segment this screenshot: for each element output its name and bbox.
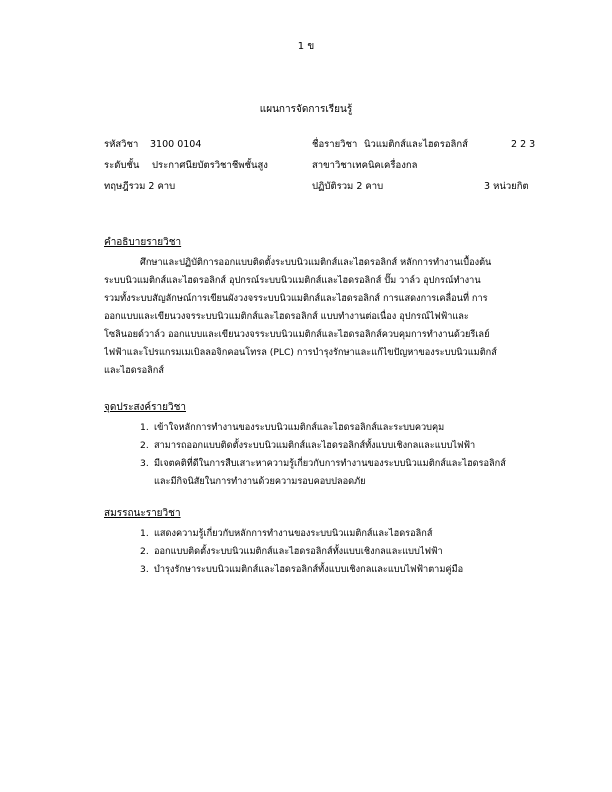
list-text: สามารถออกแบบติดตั้งระบบนิวแมติกส์และไฮดรอลิกส์ทั้งแบบเชิงกลและแบบไฟฟ้า [154,440,476,451]
list-number: 1. [140,422,149,433]
page-title: แผนการจัดการเรียนรู้ [259,104,353,115]
list-text: เข้าใจหลักการทำงานของระบบนิวแมติกส์และไฮดรอลิกส์และระบบควบคุม [154,422,445,433]
course-name-label: ชื่อรายวิชา [312,139,358,150]
list-number: 2. [140,546,149,557]
list-number: 3. [140,458,149,469]
objectives-list [140,419,540,491]
objectives-heading: จุดประสงค์รายวิชา [104,402,186,413]
list-item [140,543,540,561]
list-item [140,525,540,543]
description-line: ออกแบบและเขียนวงจรระบบนิวแมติกส์และไฮดรอลิกส์ แบบทำงานต่อเนื่อง อุปกรณ์ไฟฟ้าและ [104,311,469,322]
description-heading: คำอธิบายรายวิชา [104,237,182,248]
list-text: มีเจตคติที่ดีในการสืบเสาะหาความรู้เกี่ยวกับการทำงานของระบบนิวแมติกส์และไฮดรอลิกส์ [154,458,506,469]
list-text: บำรุงรักษาระบบนิวแมติกส์และไฮดรอลิกส์ทั้งแบบเชิงกลและแบบไฟฟ้าตามคู่มือ [154,564,464,575]
description-line: โซลินอยด์วาล์ว ออกแบบและเขียนวงจรระบบนิวแมติกส์และไฮดรอลิกส์ควบคุมการทำงานด้วยรีเลย์ [104,329,490,340]
theory-hours: ทฤษฎีรวม 2 คาบ [104,181,176,192]
description-line: รวมทั้งระบบสัญลักษณ์การเขียนผังวงจรระบบนิวแมติกส์และไฮดรอลิกส์ การแสดงการเคลื่อนที่ การ [104,293,488,304]
list-item [140,437,540,455]
practice-hours: ปฏิบัติรวม 2 คาบ [312,181,384,192]
description-body [104,254,540,380]
competencies-heading: สมรรถนะรายวิชา [104,508,181,519]
list-item [140,455,540,491]
course-credits: 2 2 3 [511,139,536,150]
department: สาขาวิชาเทคนิคเครื่องกล [312,160,418,171]
level-value: ประกาศนียบัตรวิชาชีพชั้นสูง [152,160,268,171]
list-number: 3. [140,564,149,575]
course-code: 3100 0104 [150,139,202,150]
list-text: แสดงความรู้เกี่ยวกับหลักการทำงานของระบบนิวแมติกส์และไฮดรอลิกส์ [154,528,433,539]
list-text-continuation: และมีกิจนิสัยในการทำงานด้วยความรอบคอบปลอดภัย [154,476,366,487]
list-number: 2. [140,440,149,451]
list-item [140,561,540,579]
description-line: ศึกษาและปฏิบัติการออกแบบติดตั้งระบบนิวแมติกส์และไฮดรอลิกส์ หลักการทำงานเบื้องต้น [140,257,492,268]
list-text: ออกแบบติดตั้งระบบนิวแมติกส์และไฮดรอลิกส์ทั้งแบบเชิงกลและแบบไฟฟ้า [154,546,443,557]
credit-units: 3 หน่วยกิต [484,181,529,192]
course-code-label: รหัสวิชา [104,139,139,150]
page-number: 1 ข [297,41,315,52]
level-label: ระดับชั้น [104,160,140,171]
competencies-list [140,525,540,579]
course-name: นิวแมติกส์และไฮดรอลิกส์ [364,139,468,150]
list-number: 1. [140,528,149,539]
list-item [140,419,540,437]
description-line: ระบบนิวแมติกส์และไฮดรอลิกส์ อุปกรณ์ระบบนิวแมติกส์และไฮดรอลิกส์ ปั๊ม วาล์ว อุปกรณ์ทำงาน [104,275,481,286]
description-line: ไฟฟ้าและโปรแกรมเมเบิลลอจิกคอนโทรล (PLC) การบำรุงรักษาและแก้ไขปัญหาของระบบนิวแมติกส์ [104,347,497,358]
description-line: และไฮดรอลิกส์ [104,365,164,376]
